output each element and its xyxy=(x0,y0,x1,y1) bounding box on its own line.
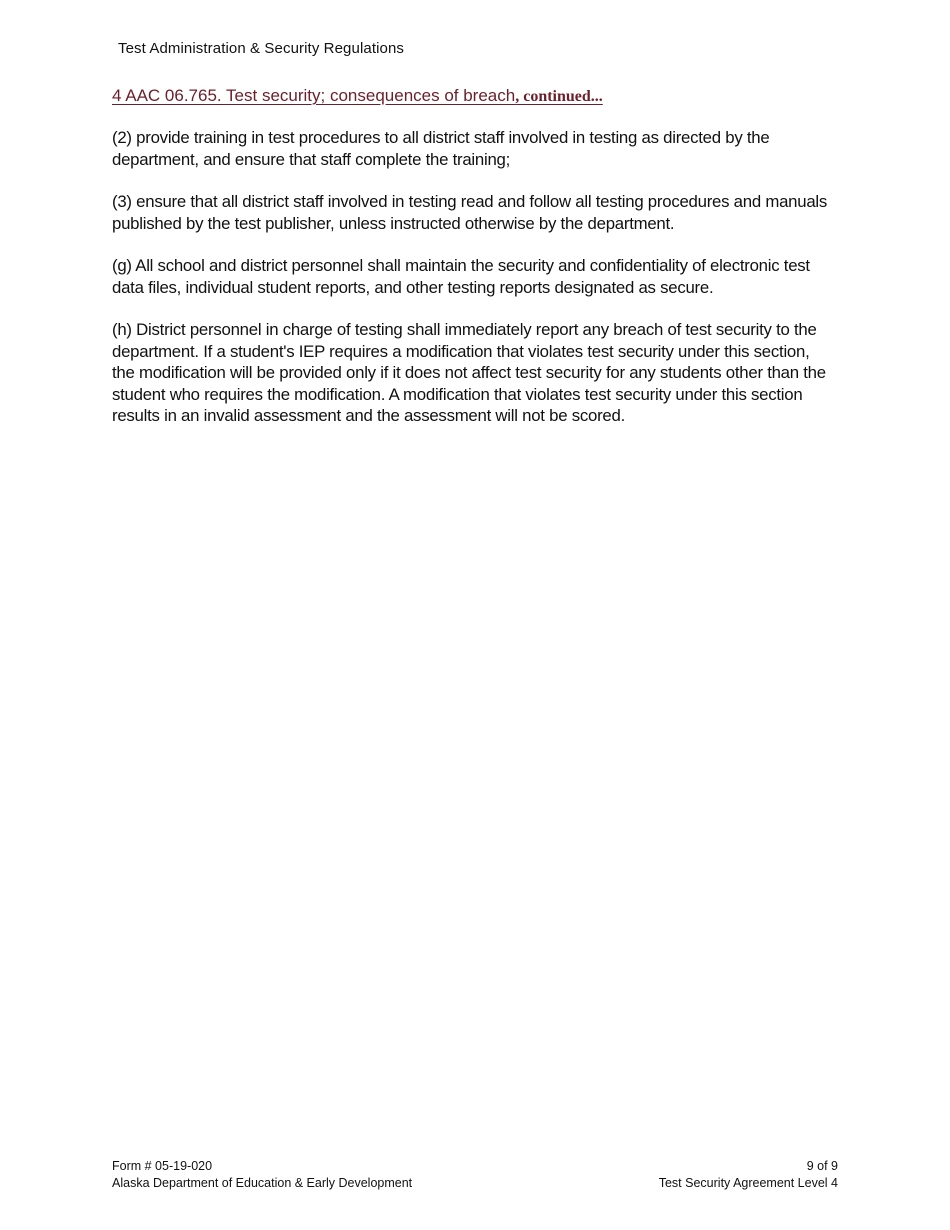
section-title-main: 4 AAC 06.765. Test security; consequences of breach xyxy=(112,86,516,105)
footer-right xyxy=(659,1158,838,1192)
footer-left xyxy=(112,1158,412,1192)
page-header: Test Administration & Security Regulations xyxy=(118,40,404,57)
document-title: Test Security Agreement Level 4 xyxy=(658,1176,838,1190)
regulation-body xyxy=(112,127,832,448)
section-title-continued: , continued... xyxy=(515,88,603,105)
section-title xyxy=(112,86,603,106)
paragraph-h: (h) District personnel in charge of testing shall immediately report any breach of test security to the department. If a student's IEP requires a modification that violates test security under this section, the modification will be provided only if it does not affect test security for any students other than the student who requires the modification. A modification that violates test security under this section results in an invalid assessment and the assessment will not be scored. xyxy=(112,320,826,425)
paragraph-2: (2) provide training in test procedures to all district staff involved in testing as directed by the department, and ensure that staff complete the training; xyxy=(112,128,770,169)
paragraph-g: (g) All school and district personnel shall maintain the security and confidentiality of electronic test data files, individual student reports, and other testing reports designated as secure. xyxy=(112,256,810,297)
form-number: Form # 05-19-020 xyxy=(112,1159,213,1173)
page-number: 9 of 9 xyxy=(806,1159,838,1173)
organization-name: Alaska Department of Education & Early Development xyxy=(112,1176,413,1190)
paragraph-3: (3) ensure that all district staff involved in testing read and follow all testing procedures and manuals published by the test publisher, unless instructed otherwise by the department. xyxy=(112,192,828,233)
